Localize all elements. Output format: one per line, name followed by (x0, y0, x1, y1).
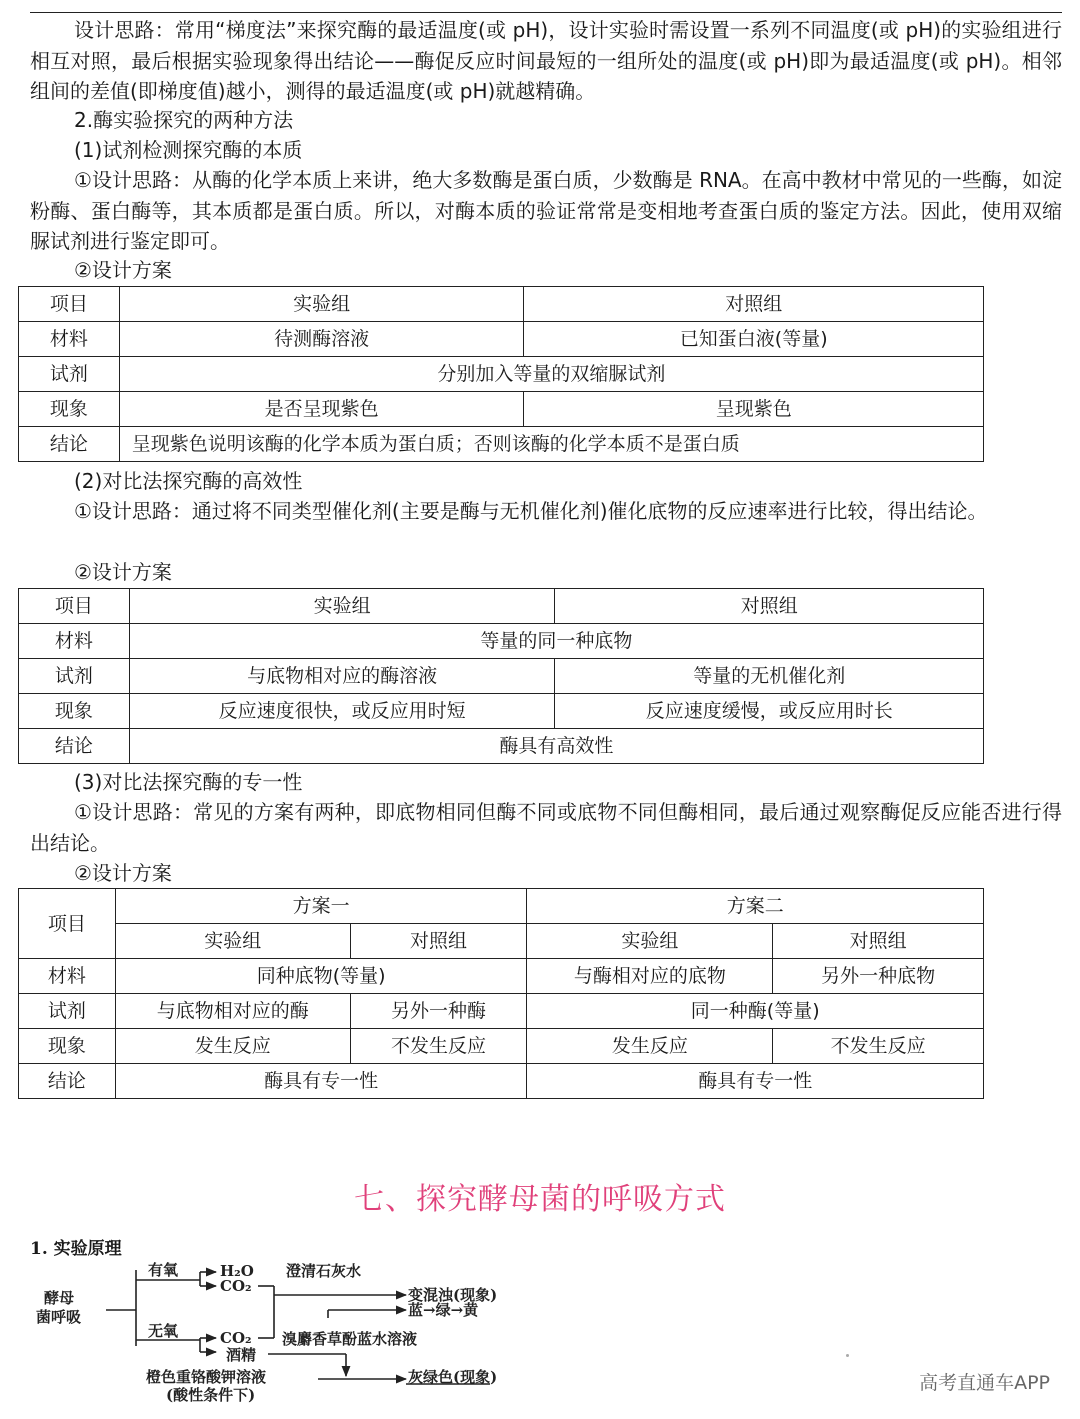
table-cell: 材料 (19, 322, 120, 357)
table-header-cell: 实验组 (527, 924, 773, 959)
table-row (19, 589, 984, 624)
table-cell: 发生反应 (115, 1029, 350, 1064)
table-header-cell: 对照组 (773, 924, 984, 959)
diagram-btb-color-label: 蓝→绿→黄 (408, 1301, 479, 1319)
table-row (19, 287, 984, 322)
diagram-alcohol-label: 酒精 (226, 1346, 257, 1364)
part2-idea: ①设计思路：通过将不同类型催化剂(主要是酶与无机催化剂)催化底物的反应速率进行比较，得出结论。 (74, 499, 988, 523)
table-cell: 是否呈现紫色 (119, 392, 524, 427)
table-header-cell: 项目 (19, 287, 120, 322)
table-cell: 待测酶溶液 (119, 322, 524, 357)
table-row (19, 322, 984, 357)
diagram-dichromate-label-1: 橙色重铬酸钾溶液 (146, 1368, 267, 1386)
table-cell: 酶具有高效性 (129, 729, 983, 764)
table-cell: 与酶相对应的底物 (527, 959, 773, 994)
table-header-cell: 方案二 (527, 889, 984, 924)
table-row (19, 889, 984, 924)
table-cell: 酶具有专一性 (115, 1064, 527, 1099)
yeast-respiration-diagram (28, 1258, 528, 1408)
table-row (19, 1029, 984, 1064)
table-row (19, 694, 984, 729)
part3-title: (3)对比法探究酶的专一性 (74, 770, 303, 794)
diagram-turbid-label: 变混浊(现象) (408, 1286, 498, 1304)
stray-dot (846, 1354, 849, 1357)
part1-title: (1)试剂检测探究酶的本质 (74, 138, 303, 162)
table-cell: 发生反应 (527, 1029, 773, 1064)
table-cell: 结论 (19, 729, 130, 764)
table-row (19, 729, 984, 764)
table-row (19, 427, 984, 462)
table-row (19, 392, 984, 427)
table-row (19, 959, 984, 994)
table-cell: 材料 (19, 624, 130, 659)
table-header-cell: 实验组 (119, 287, 524, 322)
table-cell: 呈现紫色说明该酶的化学本质为蛋白质；否则该酶的化学本质不是蛋白质 (119, 427, 983, 462)
specificity-table (18, 888, 984, 1099)
table-cell: 与底物相对应的酶 (115, 994, 350, 1029)
table-cell: 现象 (19, 392, 120, 427)
table-cell: 材料 (19, 959, 116, 994)
table-cell: 反应速度很快，或反应用时短 (129, 694, 555, 729)
diagram-limewater-label: 澄清石灰水 (286, 1262, 362, 1280)
table-cell: 试剂 (19, 357, 120, 392)
table-cell: 同一种酶(等量) (527, 994, 984, 1029)
table-cell: 酶具有专一性 (527, 1064, 984, 1099)
diagram-yeast-label-1: 酵母 (44, 1289, 75, 1307)
principle-subheading: 1. 实验原理 (30, 1239, 122, 1259)
diagram-graygreen-label: 灰绿色(现象) (408, 1368, 498, 1386)
table-cell: 同种底物(等量) (115, 959, 527, 994)
table-cell: 现象 (19, 1029, 116, 1064)
part3-plan-label: ②设计方案 (74, 861, 172, 885)
table-cell: 不发生反应 (350, 1029, 527, 1064)
part1-idea: ①设计思路：从酶的化学本质上来讲，绝大多数酶是蛋白质，少数酶是 RNA。在高中教材中常见的一些酶，如淀粉酶、蛋白酶等，其本质都是蛋白质。所以，对酶本质的验证常常是变相地考查蛋白质的鉴定方法。因此，使用双缩脲试剂进行鉴定即可。 (30, 168, 1062, 253)
table-cell: 呈现紫色 (524, 392, 984, 427)
nature-table (18, 286, 984, 462)
table-row (19, 1064, 984, 1099)
table-cell: 已知蛋白液(等量) (524, 322, 984, 357)
table-header-cell: 项目 (19, 589, 130, 624)
diagram-co2-bottom-label: CO₂ (220, 1329, 252, 1347)
table-row (19, 357, 984, 392)
table-row (19, 659, 984, 694)
diagram-anaerobic-label: 无氧 (148, 1322, 179, 1340)
table-header-cell: 实验组 (115, 924, 350, 959)
part1-plan-label: ②设计方案 (74, 258, 172, 282)
table-cell: 另外一种酶 (350, 994, 527, 1029)
part2-title: (2)对比法探究酶的高效性 (74, 469, 303, 493)
table-cell: 分别加入等量的双缩脲试剂 (119, 357, 983, 392)
diagram-yeast-label-2: 菌呼吸 (36, 1308, 82, 1326)
part3-idea: ①设计思路：常见的方案有两种，即底物相同但酶不同或底物不同但酶相同，最后通过观察酶促反应能否进行得出结论。 (30, 800, 1062, 855)
diagram-aerobic-label: 有氧 (148, 1261, 179, 1279)
efficiency-table (18, 588, 984, 764)
table-row (19, 624, 984, 659)
table-cell: 结论 (19, 427, 120, 462)
table-header-cell: 对照组 (524, 287, 984, 322)
table-cell: 另外一种底物 (773, 959, 984, 994)
table-header-cell: 方案一 (115, 889, 527, 924)
section7-title: 七、探究酵母菌的呼吸方式 (354, 1182, 726, 1217)
diagram-btb-label: 溴麝香草酚蓝水溶液 (282, 1330, 418, 1348)
table-cell: 与底物相对应的酶溶液 (129, 659, 555, 694)
diagram-dichromate-label-2: (酸性条件下) (166, 1386, 256, 1404)
table-cell: 结论 (19, 1064, 116, 1099)
table-header-cell: 项目 (19, 889, 116, 959)
table-cell: 等量的同一种底物 (129, 624, 983, 659)
table-cell: 反应速度缓慢，或反应用时长 (555, 694, 984, 729)
design-idea-paragraph: 设计思路：常用“梯度法”来探究酶的最适温度(或 pH)，设计实验时需设置一系列不同温度(或 pH)的实验组进行相互对照，最后根据实验现象得出结论——酶促反应时间最短的一组所处的温度(或 pH)即为最适温度(或 pH)。相邻组间的差值(即梯度值)越小，测得的最适温度(或 pH)就越精确。 (30, 18, 1062, 103)
diagram-co2-top-label: CO₂ (220, 1277, 252, 1295)
table-row (19, 924, 984, 959)
table-cell: 试剂 (19, 994, 116, 1029)
diagram-h2o-label: H₂O (220, 1262, 254, 1280)
table-cell: 等量的无机催化剂 (555, 659, 984, 694)
table-row (19, 994, 984, 1029)
table-header-cell: 对照组 (555, 589, 984, 624)
table-cell: 不发生反应 (773, 1029, 984, 1064)
table-cell: 试剂 (19, 659, 130, 694)
watermark: 高考直通车APP (919, 1372, 1050, 1394)
table-header-cell: 对照组 (350, 924, 527, 959)
table-cell: 现象 (19, 694, 130, 729)
part2-plan-label: ②设计方案 (74, 560, 172, 584)
table-header-cell: 实验组 (129, 589, 555, 624)
top-rule (30, 12, 1062, 13)
section2-title: 2.酶实验探究的两种方法 (74, 108, 294, 132)
